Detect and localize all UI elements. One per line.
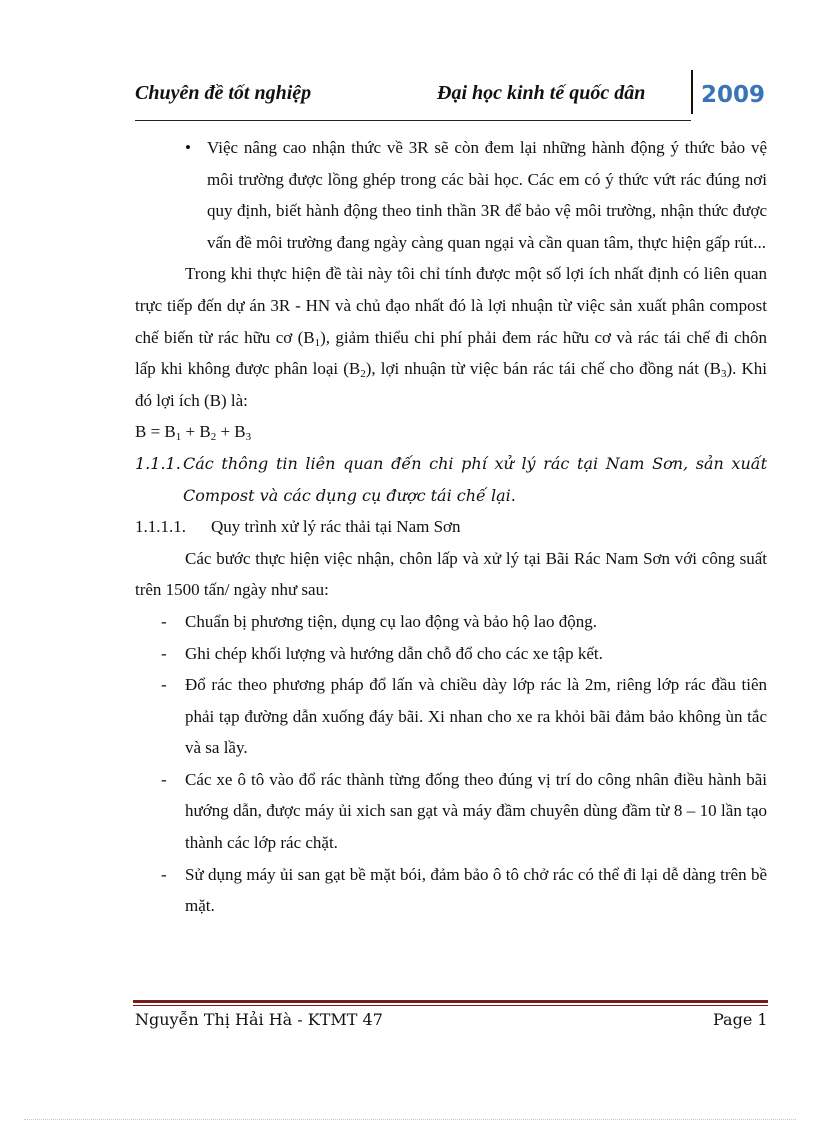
- subscript: 3: [245, 431, 252, 444]
- footer-rule-thin: [133, 1005, 768, 1006]
- benefit-text-part: ), giảm thiểu chi phí phải đem rác hữu cơ và rác tái chế đi chôn lấp khi không được phân loại (B: [135, 327, 767, 379]
- footer-page-number: Page 1: [713, 1010, 768, 1029]
- benefit-text-part: ), lợi nhuận từ việc bán rác tái chế cho đồng nát (B: [365, 359, 722, 379]
- header-university: Đại học kinh tế quốc dân: [437, 82, 646, 104]
- subscript: 1: [175, 431, 182, 444]
- page-edge-divider: [24, 1119, 796, 1120]
- page-header: [135, 76, 770, 120]
- subsection-heading: [135, 511, 767, 543]
- dash-mark: -: [161, 611, 167, 631]
- subsection-number: 1.1.1.1.: [135, 517, 186, 537]
- dash-mark: -: [161, 675, 167, 695]
- list-item: [135, 764, 767, 859]
- list-item-text: Đổ rác theo phương pháp đổ lấn và chiều dày lớp rác là 2m, riêng lớp rác đầu tiên phải tạp đường dẫn xuống đáy bãi. Xi nhan cho xe ra khỏi bãi đảm bảo không ùn tắc và sa lầy.: [185, 675, 767, 758]
- formula-part: + B: [181, 422, 211, 442]
- list-item-text: Ghi chép khối lượng và hướng dẫn chỗ đổ cho các xe tập kết.: [185, 643, 603, 663]
- benefit-paragraph: [135, 258, 767, 416]
- list-item-text: Các xe ô tô vào đổ rác thành từng đống theo đúng vị trí do công nhân điều hành bãi hướng dẫn, được máy ủi xich san gạt và máy đầm chuyên dùng đầm từ 8 – 10 lần tạo thành các lớp rác chặt.: [185, 769, 767, 853]
- list-item-text: Chuẩn bị phương tiện, dụng cụ lao động và bảo hộ lao động.: [185, 611, 597, 631]
- bullet-mark: •: [185, 138, 191, 157]
- benefit-formula: [135, 416, 767, 448]
- list-item: [135, 669, 767, 764]
- list-item: [135, 606, 767, 638]
- footer-rule-thick: [133, 1000, 768, 1003]
- dash-mark: -: [161, 864, 167, 884]
- section-title: Các thông tin liên quan đến chi phí xử lý rác tại Nam Sơn, sản xuất Compost và các dụng cụ được tái chế lại.: [183, 453, 767, 505]
- footer-author: Nguyễn Thị Hải Hà - KTMT 47: [135, 1010, 383, 1029]
- list-item: [135, 638, 767, 670]
- section-number: 1.1.1.: [135, 453, 181, 473]
- bullet-text: Việc nâng cao nhận thức về 3R sẽ còn đem lại những hành động ý thức bảo vệ môi trường được lồng ghép trong các bài học. Các em có ý thức vứt rác đúng nơi quy định, biết hành động theo tinh thần 3R để bảo vệ môi trường, nhận thức được vấn đề môi trường đang ngày càng quan ngại và cần quan tâm, thực hiện gấp rút...: [207, 138, 767, 252]
- subsection-title: Quy trình xử lý rác thải tại Nam Sơn: [211, 517, 461, 537]
- header-rule: [135, 120, 691, 121]
- list-item: [135, 859, 767, 922]
- subscript: 1: [314, 336, 321, 349]
- bullet-paragraph: [135, 132, 767, 258]
- dash-mark: -: [161, 643, 167, 663]
- header-thesis-title: Chuyên đề tốt nghiệp: [135, 82, 312, 104]
- process-intro-paragraph: Các bước thực hiện việc nhận, chôn lấp và xử lý tại Bãi Rác Nam Sơn với công suất trên 1500 tấn/ ngày như sau:: [135, 548, 767, 600]
- list-item-text: Sử dụng máy ủi san gạt bề mặt bói, đảm bảo ô tô chở rác có thể đi lại dễ dàng trên bề mặt.: [185, 864, 767, 916]
- subscript: 3: [721, 368, 727, 381]
- benefit-text-part: ). Khi đó lợi ích (B) là:: [135, 359, 768, 410]
- dash-mark: -: [161, 769, 167, 789]
- formula-part: + B: [216, 422, 246, 442]
- benefit-text-part: Trong khi thực hiện đề tài này tôi chỉ tính được một số lợi ích nhất định có liên quan trực tiếp đến dự án 3R - HN và chủ đạo nhất đó là lợi nhuận từ việc sản xuất phân compost chế biến từ rác hữu cơ (B: [135, 264, 767, 347]
- subscript: 2: [210, 431, 217, 444]
- section-heading: [135, 448, 767, 511]
- header-year: 2009: [701, 82, 766, 108]
- subscript: 2: [360, 368, 366, 381]
- header-divider: [691, 70, 693, 114]
- formula-part: B = B: [135, 422, 176, 442]
- page-body: [135, 132, 767, 922]
